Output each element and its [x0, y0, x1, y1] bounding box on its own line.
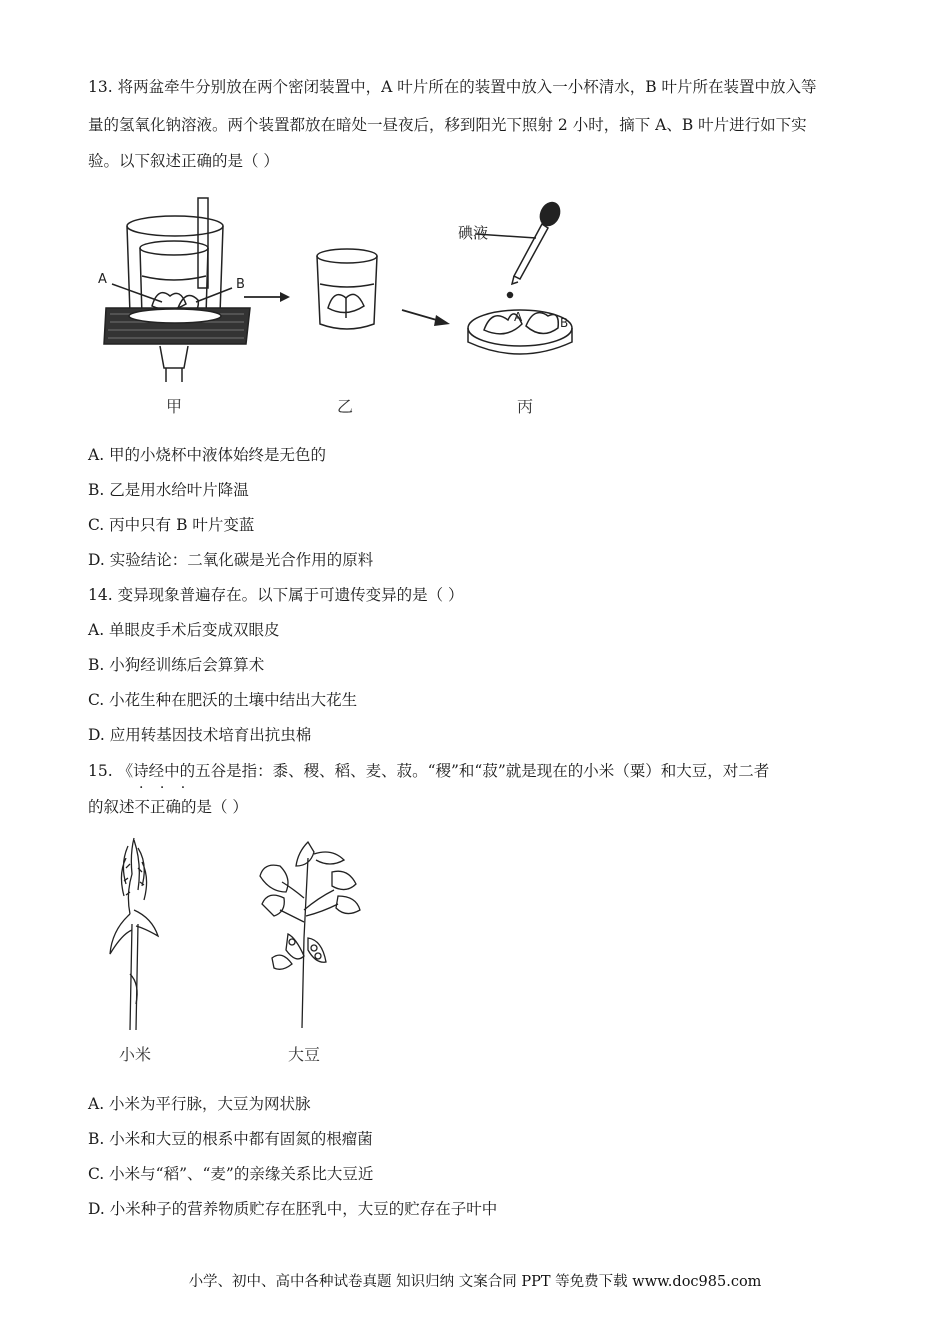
- dish-label-a: A: [514, 310, 523, 324]
- iodine-label: 碘液: [458, 224, 489, 242]
- leaf-label-a: A: [98, 272, 107, 287]
- q13-stem-line3: 验。以下叙述正确的是（ ）: [88, 152, 279, 170]
- q14-option-a: A. 单眼皮手术后变成双眼皮: [88, 621, 280, 639]
- q15-stem-line1: 15. 《诗经中的五谷是指：黍、稷、稻、麦、菽。“稷”和“菽”就是现在的小米（粟）和大豆，对二者: [88, 762, 770, 780]
- q13-option-c: C. 丙中只有 B 叶片变蓝: [88, 516, 255, 534]
- q15-option-a: A. 小米为平行脉，大豆为网状脉: [88, 1095, 311, 1113]
- q14-option-b: B. 小狗经训练后会算算术: [88, 656, 265, 674]
- q15-option-b: B. 小米和大豆的根系中都有固氮的根瘤菌: [88, 1130, 373, 1148]
- caption-jia: 甲: [166, 397, 183, 416]
- q15-option-d: D. 小米种子的营养物质贮存在胚乳中，大豆的贮存在子叶中: [88, 1200, 498, 1218]
- q13-option-a: A. 甲的小烧杯中液体始终是无色的: [88, 446, 327, 464]
- q14-option-c: C. 小花生种在肥沃的土壤中结出大花生: [88, 691, 358, 709]
- q15-stem-line2: 的叙述不正确的是（ ）: [88, 798, 248, 816]
- q13-stem-line2: 量的氢氧化钠溶液。两个装置都放在暗处一昼夜后，移到阳光下照射 2 小时，摘下 A、B 叶片进行如下实: [88, 116, 807, 134]
- q13-stem-line1: 13. 将两盆牵牛分别放在两个密闭装置中，A 叶片所在的装置中放入一小杯清水，B 叶片所在装置中放入等: [88, 78, 817, 96]
- page-footer: 小学、初中、高中各种试卷真题 知识归纳 文案合同 PPT 等免费下载 www.doc985.com: [188, 1274, 762, 1290]
- caption-bing: 丙: [517, 397, 534, 416]
- soybean-plant-figure: [252, 838, 372, 1030]
- q14-stem: 14. 变异现象普遍存在。以下属于可遗传变异的是（ ）: [88, 586, 464, 604]
- q13-option-d: D. 实验结论：二氧化碳是光合作用的原料: [88, 551, 374, 569]
- millet-plant-figure: [104, 834, 164, 1030]
- leaf-label-b: B: [236, 277, 245, 292]
- beaker-yi-figure: [310, 244, 384, 334]
- arrow-right-icon: [242, 290, 292, 304]
- caption-millet: 小米: [119, 1045, 152, 1064]
- dish-label-b: B: [560, 316, 569, 330]
- caption-yi: 乙: [337, 397, 354, 416]
- q13-option-b: B. 乙是用水给叶片降温: [88, 481, 249, 499]
- q15-option-c: C. 小米与“稻”、“麦”的亲缘关系比大豆近: [88, 1165, 374, 1183]
- q14-option-d: D. 应用转基因技术培育出抗虫棉: [88, 726, 312, 744]
- emphasis-dots: · · ·: [139, 780, 192, 796]
- caption-soybean: 大豆: [288, 1045, 321, 1064]
- arrow-diagonal-icon: [400, 306, 452, 328]
